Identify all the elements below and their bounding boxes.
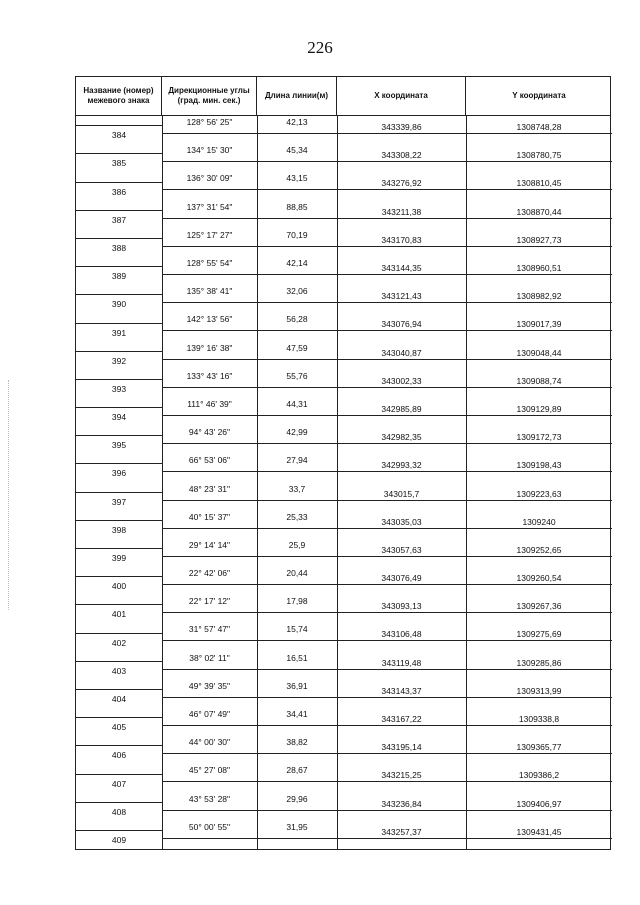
x-coordinate: 343211,38 (337, 201, 466, 219)
direction-angle: 22° 42' 06" (162, 567, 257, 585)
x-coordinate: 343121,43 (337, 285, 466, 303)
line-length: 32,06 (257, 285, 337, 303)
y-coordinate: 1308927,73 (466, 229, 612, 247)
line-length: 42,99 (257, 426, 337, 444)
y-coordinate: 1308982,92 (466, 285, 612, 303)
point-name: 395 (76, 435, 162, 454)
segment-row (162, 257, 337, 274)
line-length: 27,94 (257, 454, 337, 472)
direction-angle: 40° 15' 37" (162, 511, 257, 529)
y-coordinate: 1309313,99 (466, 680, 612, 698)
segment-row (162, 764, 337, 781)
x-coordinate: 342985,89 (337, 398, 466, 416)
direction-angle: 133° 43' 16" (162, 370, 257, 388)
y-coordinate: 1308780,75 (466, 144, 612, 162)
y-coordinate: 1309252,65 (466, 539, 612, 557)
x-coordinate: 343119,48 (337, 652, 466, 670)
line-length: 42,13 (257, 116, 337, 134)
line-length: 31,95 (257, 821, 337, 839)
segment-row (162, 342, 337, 359)
x-coordinate: 343002,33 (337, 370, 466, 388)
segment-row (162, 708, 337, 725)
x-coordinate: 343040,87 (337, 342, 466, 360)
line-length: 44,31 (257, 398, 337, 416)
header-length: Длина линии(м) (257, 77, 337, 115)
point-name: 409 (76, 830, 162, 849)
table-row (76, 426, 612, 454)
table-row (76, 652, 612, 680)
direction-angle: 43° 53' 28" (162, 793, 257, 811)
line-length: 17,98 (257, 595, 337, 613)
point-name: 407 (76, 774, 162, 793)
table-row (76, 680, 612, 708)
point-name: 406 (76, 745, 162, 764)
point-name: 387 (76, 210, 162, 229)
segment-row (162, 623, 337, 640)
header-x: X координата (337, 77, 466, 115)
y-coordinate: 1309386,2 (466, 764, 612, 782)
direction-angle: 49° 39' 35" (162, 680, 257, 698)
point-name: 389 (76, 266, 162, 285)
segment-row (162, 116, 337, 133)
segment-row (162, 370, 337, 387)
x-coordinate: 343076,49 (337, 567, 466, 585)
table-row (76, 285, 612, 313)
table-row (76, 342, 612, 370)
point-name: 404 (76, 689, 162, 708)
y-coordinate: 1309088,74 (466, 370, 612, 388)
line-length: 88,85 (257, 201, 337, 219)
direction-angle: 94° 43' 26" (162, 426, 257, 444)
direction-angle: 31° 57' 47" (162, 623, 257, 641)
table-row (76, 623, 612, 651)
line-length: 36,91 (257, 680, 337, 698)
line-length: 34,41 (257, 708, 337, 726)
y-coordinate: 1309223,63 (466, 483, 612, 501)
x-coordinate: 343057,63 (337, 539, 466, 557)
point-name: 400 (76, 576, 162, 595)
segment-row (162, 793, 337, 810)
point-name: 384 (76, 125, 162, 144)
table-row (76, 172, 612, 200)
y-coordinate: 1309129,89 (466, 398, 612, 416)
point-name: 393 (76, 379, 162, 398)
table-row (76, 483, 612, 511)
line-length: 28,67 (257, 764, 337, 782)
point-name: 390 (76, 294, 162, 313)
x-coordinate: 343257,37 (337, 821, 466, 839)
line-length: 25,33 (257, 511, 337, 529)
x-coordinate: 342993,32 (337, 454, 466, 472)
segment-row (162, 736, 337, 753)
table-row (76, 313, 612, 341)
x-coordinate: 343076,94 (337, 313, 466, 331)
y-coordinate: 1308870,44 (466, 201, 612, 219)
y-coordinate: 1309431,45 (466, 821, 612, 839)
segment-row (162, 483, 337, 500)
table-row (76, 257, 612, 285)
point-name: 396 (76, 463, 162, 482)
x-coordinate: 343167,22 (337, 708, 466, 726)
x-coordinate: 343015,7 (337, 483, 466, 501)
segment-row (162, 229, 337, 246)
direction-angle: 125° 17' 27" (162, 229, 257, 247)
x-coordinate: 342982,35 (337, 426, 466, 444)
table-row (76, 764, 612, 792)
page-number: 226 (307, 38, 333, 57)
x-coordinate: 343195,14 (337, 736, 466, 754)
x-coordinate: 343236,84 (337, 793, 466, 811)
table-row (76, 708, 612, 736)
line-length: 70,19 (257, 229, 337, 247)
point-name: 392 (76, 351, 162, 370)
point-name: 391 (76, 323, 162, 342)
point-name: 401 (76, 604, 162, 623)
direction-angle: 48° 23' 31" (162, 483, 257, 501)
y-coordinate: 1309048,44 (466, 342, 612, 360)
table-header (75, 76, 611, 116)
y-coordinate: 1308748,28 (466, 116, 612, 134)
segment-row (162, 201, 337, 218)
y-coordinate: 1309260,54 (466, 567, 612, 585)
y-coordinate: 1309267,36 (466, 595, 612, 613)
header-name: Название (номер) межевого знака (76, 77, 162, 115)
x-coordinate: 343308,22 (337, 144, 466, 162)
segment-row (162, 144, 337, 161)
y-coordinate: 1309275,69 (466, 623, 612, 641)
y-coordinate: 1309198,43 (466, 454, 612, 472)
line-length: 45,34 (257, 144, 337, 162)
y-coordinate: 1309406,97 (466, 793, 612, 811)
segment-row (162, 652, 337, 669)
table-row (76, 144, 612, 172)
y-coordinate: 1309172,73 (466, 426, 612, 444)
point-name: 388 (76, 238, 162, 257)
direction-angle: 136° 30' 09" (162, 172, 257, 190)
direction-angle: 137° 31' 54" (162, 201, 257, 219)
line-length: 42,14 (257, 257, 337, 275)
table-row (76, 539, 612, 567)
line-length: 56,28 (257, 313, 337, 331)
direction-angle: 135° 38' 41" (162, 285, 257, 303)
direction-angle: 45° 27' 08" (162, 764, 257, 782)
segment-row (162, 567, 337, 584)
scan-margin-mark (8, 380, 11, 610)
direction-angle: 111° 46' 39" (162, 398, 257, 416)
x-coordinate: 343215,25 (337, 764, 466, 782)
segment-row (162, 172, 337, 189)
direction-angle: 38° 02' 11" (162, 652, 257, 670)
segment-row (162, 285, 337, 302)
table-row (76, 454, 612, 482)
x-coordinate: 343143,37 (337, 680, 466, 698)
y-coordinate: 1309338,8 (466, 708, 612, 726)
table-row (76, 201, 612, 229)
point-name: 403 (76, 661, 162, 680)
y-coordinate: 1309017,39 (466, 313, 612, 331)
line-length: 25,9 (257, 539, 337, 557)
x-coordinate: 343276,92 (337, 172, 466, 190)
line-length: 20,44 (257, 567, 337, 585)
line-length: 43,15 (257, 172, 337, 190)
direction-angle: 128° 55' 54" (162, 257, 257, 275)
point-name: 397 (76, 492, 162, 511)
segment-row (162, 595, 337, 612)
boundary-coordinates-table (75, 76, 611, 850)
segment-row (162, 454, 337, 471)
table-body (75, 116, 611, 850)
table-row (76, 821, 612, 849)
point-name: 385 (76, 153, 162, 172)
y-coordinate: 1308810,45 (466, 172, 612, 190)
point-name: 399 (76, 548, 162, 567)
x-coordinate: 343093,13 (337, 595, 466, 613)
direction-angle: 142° 13' 56" (162, 313, 257, 331)
table-row (76, 116, 612, 144)
point-name: 398 (76, 520, 162, 539)
direction-angle: 29° 14' 14" (162, 539, 257, 557)
table-row (76, 229, 612, 257)
direction-angle: 134° 15' 30" (162, 144, 257, 162)
table-row (76, 595, 612, 623)
point-name: 394 (76, 407, 162, 426)
direction-angle: 139° 16' 38" (162, 342, 257, 360)
y-coordinate: 1309240 (466, 511, 612, 529)
point-name: 408 (76, 802, 162, 821)
direction-angle: 46° 07' 49" (162, 708, 257, 726)
header-y: Y координата (512, 91, 566, 100)
line-length: 33,7 (257, 483, 337, 501)
y-coordinate: 1309285,86 (466, 652, 612, 670)
line-length: 15,74 (257, 623, 337, 641)
direction-angle: 128° 56' 25" (162, 116, 257, 134)
table-row (76, 370, 612, 398)
line-length: 29,96 (257, 793, 337, 811)
point-name: 386 (76, 182, 162, 201)
segment-row (162, 511, 337, 528)
line-length: 55,76 (257, 370, 337, 388)
x-coordinate: 343035,03 (337, 511, 466, 529)
x-coordinate: 343144,35 (337, 257, 466, 275)
line-length: 47,59 (257, 342, 337, 360)
segment-row (162, 539, 337, 556)
direction-angle: 50° 00' 55" (162, 821, 257, 839)
point-name: 405 (76, 717, 162, 736)
point-name: 402 (76, 633, 162, 652)
y-coordinate: 1308960,51 (466, 257, 612, 275)
segment-row (162, 398, 337, 415)
direction-angle: 66° 53' 06" (162, 454, 257, 472)
x-coordinate: 343106,48 (337, 623, 466, 641)
y-coordinate: 1309365,77 (466, 736, 612, 754)
table-row (76, 567, 612, 595)
x-coordinate: 343170,83 (337, 229, 466, 247)
segment-row (162, 426, 337, 443)
header-angles: Дирекционные углы (град. мин. сек.) (162, 77, 257, 115)
table-row (76, 398, 612, 426)
segment-row (162, 313, 337, 330)
x-coordinate: 343339,86 (337, 116, 466, 134)
line-length: 16,51 (257, 652, 337, 670)
segment-row (162, 680, 337, 697)
table-row (76, 736, 612, 764)
line-length: 38,82 (257, 736, 337, 754)
table-row (76, 511, 612, 539)
direction-angle: 44° 00' 30" (162, 736, 257, 754)
table-row (76, 793, 612, 821)
segment-row (162, 821, 337, 838)
direction-angle: 22° 17' 12" (162, 595, 257, 613)
